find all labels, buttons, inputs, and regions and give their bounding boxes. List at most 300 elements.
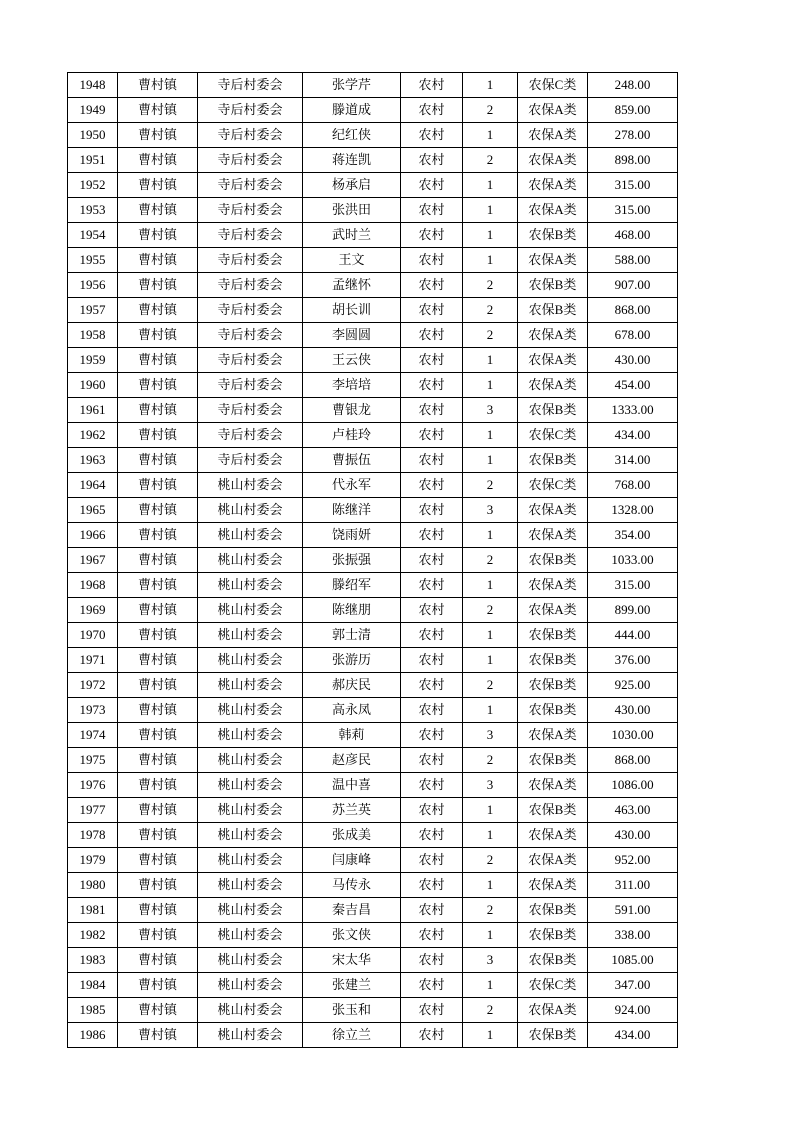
- cell-category: 农保B类: [518, 398, 588, 423]
- cell-id: 1964: [68, 473, 118, 498]
- cell-town: 曹村镇: [118, 98, 198, 123]
- cell-id: 1984: [68, 973, 118, 998]
- cell-count: 1: [463, 923, 518, 948]
- table-row: [68, 98, 678, 123]
- table-row: [68, 498, 678, 523]
- cell-amount: 463.00: [588, 798, 678, 823]
- cell-village: 寺后村委会: [198, 248, 303, 273]
- cell-type: 农村: [401, 848, 463, 873]
- cell-id: 1966: [68, 523, 118, 548]
- cell-count: 1: [463, 198, 518, 223]
- cell-count: 1: [463, 798, 518, 823]
- cell-name: 纪红侠: [303, 123, 401, 148]
- cell-amount: 468.00: [588, 223, 678, 248]
- cell-village: 桃山村委会: [198, 948, 303, 973]
- cell-category: 农保B类: [518, 748, 588, 773]
- table-row: [68, 848, 678, 873]
- cell-type: 农村: [401, 373, 463, 398]
- cell-town: 曹村镇: [118, 698, 198, 723]
- cell-name: 滕道成: [303, 98, 401, 123]
- cell-id: 1948: [68, 73, 118, 98]
- cell-count: 1: [463, 173, 518, 198]
- cell-town: 曹村镇: [118, 898, 198, 923]
- cell-type: 农村: [401, 648, 463, 673]
- cell-name: 张玉和: [303, 998, 401, 1023]
- cell-category: 农保B类: [518, 273, 588, 298]
- table-row: [68, 248, 678, 273]
- cell-type: 农村: [401, 273, 463, 298]
- cell-id: 1967: [68, 548, 118, 573]
- cell-town: 曹村镇: [118, 798, 198, 823]
- cell-village: 桃山村委会: [198, 748, 303, 773]
- cell-village: 寺后村委会: [198, 398, 303, 423]
- cell-count: 2: [463, 98, 518, 123]
- cell-town: 曹村镇: [118, 448, 198, 473]
- cell-type: 农村: [401, 398, 463, 423]
- cell-type: 农村: [401, 298, 463, 323]
- cell-type: 农村: [401, 448, 463, 473]
- cell-count: 2: [463, 848, 518, 873]
- cell-id: 1965: [68, 498, 118, 523]
- cell-amount: 1030.00: [588, 723, 678, 748]
- cell-type: 农村: [401, 723, 463, 748]
- cell-count: 2: [463, 898, 518, 923]
- cell-category: 农保B类: [518, 448, 588, 473]
- cell-village: 桃山村委会: [198, 673, 303, 698]
- cell-village: 桃山村委会: [198, 573, 303, 598]
- cell-id: 1971: [68, 648, 118, 673]
- cell-name: 苏兰英: [303, 798, 401, 823]
- cell-amount: 278.00: [588, 123, 678, 148]
- cell-id: 1977: [68, 798, 118, 823]
- table-row: [68, 373, 678, 398]
- cell-village: 寺后村委会: [198, 173, 303, 198]
- cell-name: 张建兰: [303, 973, 401, 998]
- cell-type: 农村: [401, 73, 463, 98]
- cell-amount: 924.00: [588, 998, 678, 1023]
- cell-town: 曹村镇: [118, 648, 198, 673]
- cell-amount: 376.00: [588, 648, 678, 673]
- cell-category: 农保B类: [518, 698, 588, 723]
- cell-id: 1976: [68, 773, 118, 798]
- cell-village: 寺后村委会: [198, 423, 303, 448]
- cell-id: 1951: [68, 148, 118, 173]
- cell-name: 徐立兰: [303, 1023, 401, 1048]
- cell-name: 孟继怀: [303, 273, 401, 298]
- cell-village: 桃山村委会: [198, 973, 303, 998]
- cell-id: 1950: [68, 123, 118, 148]
- cell-town: 曹村镇: [118, 673, 198, 698]
- cell-category: 农保A类: [518, 123, 588, 148]
- cell-type: 农村: [401, 973, 463, 998]
- cell-type: 农村: [401, 998, 463, 1023]
- cell-id: 1962: [68, 423, 118, 448]
- cell-name: 陈继洋: [303, 498, 401, 523]
- cell-count: 1: [463, 248, 518, 273]
- table-row: [68, 73, 678, 98]
- cell-town: 曹村镇: [118, 923, 198, 948]
- cell-type: 农村: [401, 523, 463, 548]
- cell-town: 曹村镇: [118, 273, 198, 298]
- table-row: [68, 873, 678, 898]
- cell-id: 1954: [68, 223, 118, 248]
- cell-town: 曹村镇: [118, 323, 198, 348]
- cell-village: 寺后村委会: [198, 298, 303, 323]
- cell-type: 农村: [401, 173, 463, 198]
- cell-category: 农保B类: [518, 948, 588, 973]
- cell-village: 寺后村委会: [198, 448, 303, 473]
- cell-amount: 338.00: [588, 923, 678, 948]
- table-row: [68, 423, 678, 448]
- cell-amount: 434.00: [588, 423, 678, 448]
- cell-amount: 859.00: [588, 98, 678, 123]
- cell-name: 王文: [303, 248, 401, 273]
- cell-count: 3: [463, 398, 518, 423]
- cell-category: 农保B类: [518, 623, 588, 648]
- cell-town: 曹村镇: [118, 823, 198, 848]
- cell-type: 农村: [401, 148, 463, 173]
- cell-name: 张文侠: [303, 923, 401, 948]
- cell-category: 农保A类: [518, 198, 588, 223]
- cell-count: 1: [463, 348, 518, 373]
- cell-village: 桃山村委会: [198, 998, 303, 1023]
- cell-amount: 588.00: [588, 248, 678, 273]
- cell-village: 桃山村委会: [198, 923, 303, 948]
- cell-count: 2: [463, 998, 518, 1023]
- cell-name: 张振强: [303, 548, 401, 573]
- cell-town: 曹村镇: [118, 948, 198, 973]
- cell-town: 曹村镇: [118, 423, 198, 448]
- table-row: [68, 823, 678, 848]
- cell-count: 2: [463, 323, 518, 348]
- table-row: [68, 223, 678, 248]
- cell-town: 曹村镇: [118, 148, 198, 173]
- cell-category: 农保C类: [518, 73, 588, 98]
- table-row: [68, 923, 678, 948]
- cell-amount: 315.00: [588, 573, 678, 598]
- cell-amount: 1086.00: [588, 773, 678, 798]
- cell-amount: 354.00: [588, 523, 678, 548]
- cell-type: 农村: [401, 873, 463, 898]
- cell-category: 农保A类: [518, 998, 588, 1023]
- cell-name: 赵彦民: [303, 748, 401, 773]
- cell-amount: 248.00: [588, 73, 678, 98]
- cell-count: 1: [463, 698, 518, 723]
- cell-village: 寺后村委会: [198, 348, 303, 373]
- table-row: [68, 698, 678, 723]
- cell-village: 桃山村委会: [198, 598, 303, 623]
- cell-id: 1983: [68, 948, 118, 973]
- cell-count: 1: [463, 823, 518, 848]
- cell-town: 曹村镇: [118, 248, 198, 273]
- insurance-roster-table: [67, 72, 678, 1048]
- cell-count: 1: [463, 873, 518, 898]
- cell-category: 农保A类: [518, 323, 588, 348]
- cell-town: 曹村镇: [118, 198, 198, 223]
- cell-town: 曹村镇: [118, 723, 198, 748]
- cell-name: 饶雨妍: [303, 523, 401, 548]
- cell-village: 桃山村委会: [198, 798, 303, 823]
- cell-id: 1978: [68, 823, 118, 848]
- cell-name: 张成美: [303, 823, 401, 848]
- cell-name: 张洪田: [303, 198, 401, 223]
- cell-count: 2: [463, 473, 518, 498]
- table-row: [68, 398, 678, 423]
- cell-name: 曹银龙: [303, 398, 401, 423]
- cell-id: 1975: [68, 748, 118, 773]
- cell-category: 农保A类: [518, 498, 588, 523]
- cell-id: 1970: [68, 623, 118, 648]
- cell-type: 农村: [401, 823, 463, 848]
- cell-count: 3: [463, 773, 518, 798]
- cell-id: 1980: [68, 873, 118, 898]
- cell-amount: 952.00: [588, 848, 678, 873]
- cell-town: 曹村镇: [118, 223, 198, 248]
- cell-village: 寺后村委会: [198, 73, 303, 98]
- cell-name: 马传永: [303, 873, 401, 898]
- cell-category: 农保C类: [518, 973, 588, 998]
- cell-name: 陈继朋: [303, 598, 401, 623]
- cell-count: 1: [463, 523, 518, 548]
- cell-category: 农保A类: [518, 723, 588, 748]
- cell-category: 农保A类: [518, 598, 588, 623]
- cell-name: 曹振伍: [303, 448, 401, 473]
- cell-count: 1: [463, 123, 518, 148]
- cell-count: 1: [463, 73, 518, 98]
- cell-village: 桃山村委会: [198, 723, 303, 748]
- cell-village: 桃山村委会: [198, 698, 303, 723]
- cell-count: 2: [463, 148, 518, 173]
- cell-name: 高永凤: [303, 698, 401, 723]
- cell-id: 1968: [68, 573, 118, 598]
- cell-village: 寺后村委会: [198, 273, 303, 298]
- cell-id: 1958: [68, 323, 118, 348]
- cell-category: 农保B类: [518, 898, 588, 923]
- cell-type: 农村: [401, 573, 463, 598]
- cell-name: 韩莉: [303, 723, 401, 748]
- cell-amount: 591.00: [588, 898, 678, 923]
- cell-category: 农保A类: [518, 823, 588, 848]
- cell-name: 胡长训: [303, 298, 401, 323]
- cell-village: 桃山村委会: [198, 898, 303, 923]
- cell-amount: 444.00: [588, 623, 678, 648]
- cell-amount: 1328.00: [588, 498, 678, 523]
- cell-id: 1959: [68, 348, 118, 373]
- table-row: [68, 623, 678, 648]
- cell-category: 农保A类: [518, 873, 588, 898]
- cell-town: 曹村镇: [118, 473, 198, 498]
- cell-name: 王云侠: [303, 348, 401, 373]
- cell-category: 农保B类: [518, 648, 588, 673]
- cell-village: 寺后村委会: [198, 223, 303, 248]
- cell-name: 温中喜: [303, 773, 401, 798]
- cell-amount: 899.00: [588, 598, 678, 623]
- cell-id: 1963: [68, 448, 118, 473]
- cell-town: 曹村镇: [118, 973, 198, 998]
- cell-type: 农村: [401, 323, 463, 348]
- cell-village: 桃山村委会: [198, 548, 303, 573]
- cell-type: 农村: [401, 1023, 463, 1048]
- cell-type: 农村: [401, 698, 463, 723]
- cell-id: 1957: [68, 298, 118, 323]
- cell-village: 桃山村委会: [198, 473, 303, 498]
- cell-type: 农村: [401, 98, 463, 123]
- cell-amount: 868.00: [588, 298, 678, 323]
- cell-name: 杨承启: [303, 173, 401, 198]
- cell-type: 农村: [401, 673, 463, 698]
- table-row: [68, 598, 678, 623]
- cell-amount: 314.00: [588, 448, 678, 473]
- cell-name: 宋太华: [303, 948, 401, 973]
- cell-id: 1972: [68, 673, 118, 698]
- cell-town: 曹村镇: [118, 598, 198, 623]
- cell-village: 桃山村委会: [198, 848, 303, 873]
- cell-type: 农村: [401, 248, 463, 273]
- cell-village: 桃山村委会: [198, 523, 303, 548]
- cell-amount: 907.00: [588, 273, 678, 298]
- cell-id: 1973: [68, 698, 118, 723]
- cell-town: 曹村镇: [118, 398, 198, 423]
- cell-id: 1985: [68, 998, 118, 1023]
- cell-id: 1960: [68, 373, 118, 398]
- cell-village: 寺后村委会: [198, 98, 303, 123]
- cell-village: 寺后村委会: [198, 198, 303, 223]
- table-row: [68, 198, 678, 223]
- cell-category: 农保A类: [518, 248, 588, 273]
- cell-name: 李培培: [303, 373, 401, 398]
- cell-amount: 430.00: [588, 348, 678, 373]
- cell-amount: 315.00: [588, 173, 678, 198]
- cell-id: 1969: [68, 598, 118, 623]
- cell-type: 农村: [401, 498, 463, 523]
- cell-count: 1: [463, 573, 518, 598]
- cell-town: 曹村镇: [118, 348, 198, 373]
- cell-village: 桃山村委会: [198, 1023, 303, 1048]
- cell-count: 1: [463, 648, 518, 673]
- cell-name: 张游历: [303, 648, 401, 673]
- cell-id: 1974: [68, 723, 118, 748]
- cell-name: 张学芹: [303, 73, 401, 98]
- table-row: [68, 523, 678, 548]
- cell-amount: 898.00: [588, 148, 678, 173]
- cell-amount: 1033.00: [588, 548, 678, 573]
- cell-category: 农保B类: [518, 298, 588, 323]
- cell-amount: 311.00: [588, 873, 678, 898]
- cell-type: 农村: [401, 948, 463, 973]
- cell-count: 2: [463, 598, 518, 623]
- cell-amount: 768.00: [588, 473, 678, 498]
- table-row: [68, 148, 678, 173]
- cell-category: 农保B类: [518, 223, 588, 248]
- cell-category: 农保C类: [518, 473, 588, 498]
- cell-count: 2: [463, 548, 518, 573]
- cell-village: 寺后村委会: [198, 123, 303, 148]
- table-row: [68, 773, 678, 798]
- cell-id: 1979: [68, 848, 118, 873]
- cell-village: 寺后村委会: [198, 373, 303, 398]
- cell-town: 曹村镇: [118, 998, 198, 1023]
- cell-town: 曹村镇: [118, 873, 198, 898]
- cell-village: 桃山村委会: [198, 648, 303, 673]
- cell-name: 卢桂玲: [303, 423, 401, 448]
- cell-amount: 430.00: [588, 823, 678, 848]
- cell-name: 李圆圆: [303, 323, 401, 348]
- table-row: [68, 123, 678, 148]
- cell-village: 寺后村委会: [198, 148, 303, 173]
- table-row: [68, 348, 678, 373]
- cell-type: 农村: [401, 748, 463, 773]
- cell-name: 代永军: [303, 473, 401, 498]
- cell-type: 农村: [401, 798, 463, 823]
- cell-name: 蒋连凯: [303, 148, 401, 173]
- cell-name: 郝庆民: [303, 673, 401, 698]
- table-row: [68, 673, 678, 698]
- cell-id: 1956: [68, 273, 118, 298]
- cell-town: 曹村镇: [118, 173, 198, 198]
- table-row: [68, 298, 678, 323]
- cell-town: 曹村镇: [118, 123, 198, 148]
- cell-category: 农保B类: [518, 548, 588, 573]
- cell-count: 2: [463, 673, 518, 698]
- cell-town: 曹村镇: [118, 373, 198, 398]
- table-row: [68, 723, 678, 748]
- table-row: [68, 898, 678, 923]
- cell-town: 曹村镇: [118, 73, 198, 98]
- table-row: [68, 173, 678, 198]
- table-row: [68, 448, 678, 473]
- cell-id: 1986: [68, 1023, 118, 1048]
- cell-town: 曹村镇: [118, 548, 198, 573]
- cell-category: 农保A类: [518, 173, 588, 198]
- table-row: [68, 548, 678, 573]
- cell-town: 曹村镇: [118, 523, 198, 548]
- cell-name: 闫康峰: [303, 848, 401, 873]
- table-row: [68, 798, 678, 823]
- table-row: [68, 648, 678, 673]
- cell-type: 农村: [401, 123, 463, 148]
- cell-category: 农保B类: [518, 923, 588, 948]
- cell-id: 1981: [68, 898, 118, 923]
- cell-type: 农村: [401, 623, 463, 648]
- cell-type: 农村: [401, 898, 463, 923]
- cell-amount: 868.00: [588, 748, 678, 773]
- cell-town: 曹村镇: [118, 573, 198, 598]
- cell-town: 曹村镇: [118, 298, 198, 323]
- cell-amount: 430.00: [588, 698, 678, 723]
- cell-village: 桃山村委会: [198, 873, 303, 898]
- cell-category: 农保B类: [518, 798, 588, 823]
- cell-type: 农村: [401, 223, 463, 248]
- table-row: [68, 323, 678, 348]
- table-row: [68, 1023, 678, 1048]
- cell-count: 1: [463, 223, 518, 248]
- cell-town: 曹村镇: [118, 848, 198, 873]
- cell-amount: 315.00: [588, 198, 678, 223]
- cell-id: 1955: [68, 248, 118, 273]
- cell-category: 农保A类: [518, 348, 588, 373]
- cell-amount: 1333.00: [588, 398, 678, 423]
- cell-category: 农保A类: [518, 523, 588, 548]
- roster-table-body: [68, 73, 678, 1048]
- cell-amount: 1085.00: [588, 948, 678, 973]
- cell-category: 农保A类: [518, 573, 588, 598]
- cell-count: 3: [463, 948, 518, 973]
- cell-type: 农村: [401, 773, 463, 798]
- table-row: [68, 973, 678, 998]
- cell-count: 2: [463, 748, 518, 773]
- cell-type: 农村: [401, 598, 463, 623]
- cell-category: 农保A类: [518, 373, 588, 398]
